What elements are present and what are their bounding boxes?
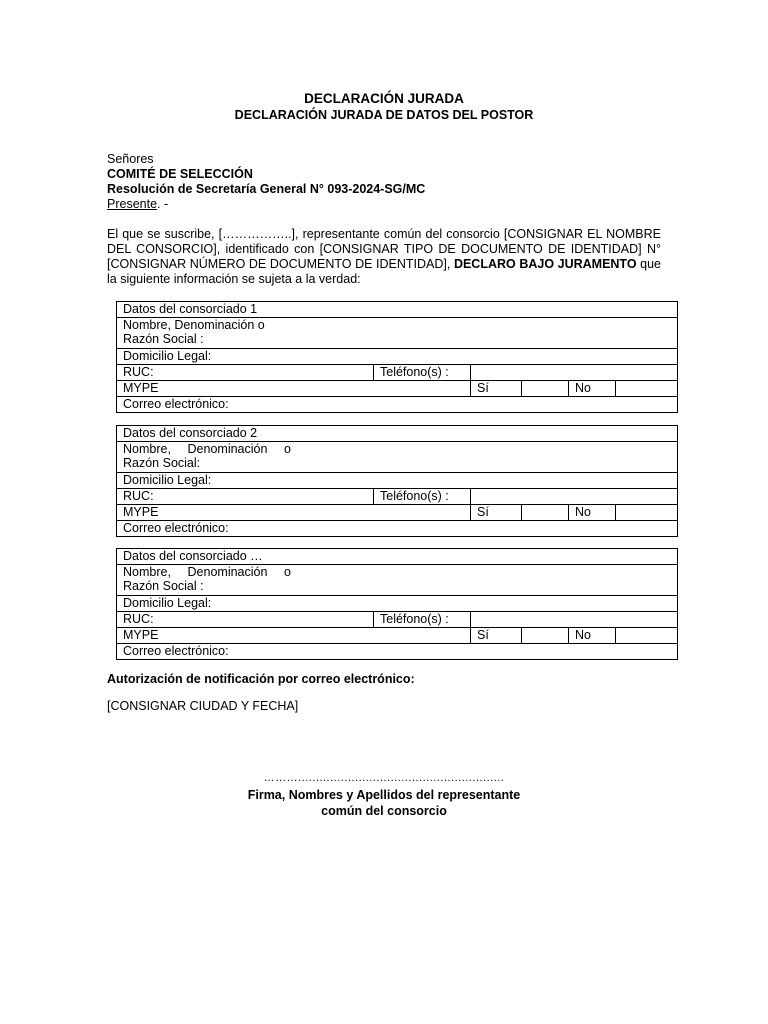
committee-name: COMITÉ DE SELECCIÓN (107, 167, 253, 181)
mype-no-label: No (569, 628, 616, 644)
mype-yes-label: Sí (471, 505, 522, 521)
table-heading: Datos del consorciado 1 (117, 302, 678, 318)
mype-label: MYPE (117, 628, 471, 644)
mype-label: MYPE (117, 505, 471, 521)
mype-yes-label: Sí (471, 381, 522, 397)
present-suffix: . - (157, 197, 169, 211)
name-field[interactable] (117, 442, 678, 473)
name-label-2: Razón Social : (123, 579, 204, 593)
name-label-2: Razón Social : (123, 332, 204, 346)
phone-field[interactable] (471, 365, 678, 381)
intro-tail: que la siguiente información se sujeta a la verdad: (107, 257, 661, 286)
mype-no-box[interactable] (616, 381, 678, 397)
email-field[interactable]: Correo electrónico: (117, 521, 678, 537)
name-label-2: Razón Social: (123, 456, 201, 470)
intro-text: El que se suscribe, [……………..], representante común del consorcio [CONSIGNAR EL NOMBRE DEL CONSORCIO], identificado con [CONSIGNAR TIPO DE DOCUMENTO DE IDENTIDAD] N° [CONSIGNAR NÚMERO DE DOCUMENTO DE IDENTIDAD], (107, 227, 661, 271)
email-authorization-heading: Autorización de notificación por correo electrónico: (107, 672, 415, 686)
addressee-block (107, 152, 425, 212)
consortium-member-table-3 (116, 548, 678, 660)
email-field[interactable]: Correo electrónico: (117, 397, 678, 413)
address-field[interactable]: Domicilio Legal: (117, 596, 678, 612)
present-line (107, 197, 425, 212)
signature-line: ……….......................................................... (263, 772, 505, 784)
consortium-member-table-2 (116, 425, 678, 537)
mype-no-box[interactable] (616, 628, 678, 644)
name-label: Nombre, Denominación o (123, 442, 291, 456)
ruc-field[interactable]: RUC: (117, 489, 374, 505)
consortium-member-table-1 (116, 301, 678, 413)
document-subtitle: DECLARACIÓN JURADA DE DATOS DEL POSTOR (234, 108, 534, 122)
table-heading: Datos del consorciado 2 (117, 426, 678, 442)
address-field[interactable]: Domicilio Legal: (117, 349, 678, 365)
mype-yes-box[interactable] (522, 381, 569, 397)
document-title: DECLARACIÓN JURADA (304, 91, 464, 106)
signature-caption-line2: común del consorcio (321, 804, 447, 818)
city-date-placeholder: [CONSIGNAR CIUDAD Y FECHA] (107, 699, 299, 713)
intro-paragraph (107, 227, 661, 287)
mype-yes-label: Sí (471, 628, 522, 644)
name-field[interactable] (117, 318, 678, 349)
mype-yes-box[interactable] (522, 505, 569, 521)
mype-no-box[interactable] (616, 505, 678, 521)
present-word: Presente (107, 197, 158, 211)
phone-label: Teléfono(s) : (374, 489, 471, 505)
phone-field[interactable] (471, 489, 678, 505)
address-field[interactable]: Domicilio Legal: (117, 473, 678, 489)
phone-label: Teléfono(s) : (374, 365, 471, 381)
ruc-field[interactable]: RUC: (117, 365, 374, 381)
signature-caption-line1: Firma, Nombres y Apellidos del representante (247, 788, 521, 802)
salutation: Señores (107, 152, 154, 166)
mype-label: MYPE (117, 381, 471, 397)
resolution-line: Resolución de Secretaría General N° 093-2024-SG/MC (107, 182, 426, 196)
phone-field[interactable] (471, 612, 678, 628)
mype-no-label: No (569, 381, 616, 397)
intro-declaration: DECLARO BAJO JURAMENTO (453, 257, 637, 271)
ruc-field[interactable]: RUC: (117, 612, 374, 628)
name-field[interactable] (117, 565, 678, 596)
mype-no-label: No (569, 505, 616, 521)
name-label: Nombre, Denominación o (123, 318, 265, 332)
email-field[interactable]: Correo electrónico: (117, 644, 678, 660)
table-heading: Datos del consorciado … (117, 549, 678, 565)
phone-label: Teléfono(s) : (374, 612, 471, 628)
mype-yes-box[interactable] (522, 628, 569, 644)
name-label: Nombre, Denominación o (123, 565, 291, 579)
